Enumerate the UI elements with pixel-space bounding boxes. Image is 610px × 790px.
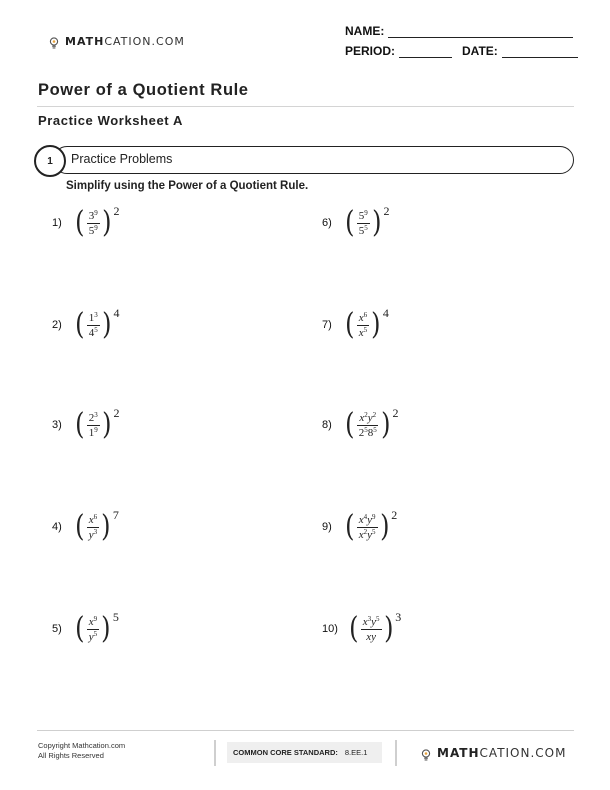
term-exponent: 5 (372, 527, 376, 536)
term-base: 8 (367, 426, 374, 439)
period-blank-line[interactable] (399, 47, 452, 58)
fraction (357, 210, 370, 237)
fraction-denominator (87, 630, 99, 643)
problem-number: 3) (52, 419, 62, 431)
problem-number: 4) (52, 521, 62, 533)
fraction (87, 210, 100, 237)
problem-number: 1) (52, 217, 62, 229)
fraction (357, 412, 379, 439)
problem-item (52, 204, 120, 240)
left-parenthesis: ( (345, 307, 355, 342)
problem-item (322, 406, 399, 442)
term-exponent: 5 (94, 325, 98, 334)
lightbulb-icon (421, 747, 431, 760)
name-label: NAME: (345, 24, 385, 38)
problem-item (322, 508, 398, 544)
left-parenthesis: ( (75, 509, 85, 544)
term-base: y (367, 513, 372, 526)
problem-number: 9) (322, 521, 332, 533)
term-base: x (366, 630, 372, 643)
term-exponent: 6 (93, 512, 98, 521)
outer-exponent: 2 (391, 508, 398, 522)
page-subtitle: Practice Worksheet A (38, 113, 183, 128)
standard-value: 8.EE.1 (344, 748, 368, 757)
fraction (87, 616, 99, 643)
period-date-row (345, 44, 578, 58)
rights-line: All Rights Reserved (38, 751, 104, 760)
mathcation-logo (49, 35, 185, 48)
term-exponent: 5 (364, 223, 368, 232)
left-parenthesis: ( (345, 509, 355, 544)
common-core-standard-box (227, 742, 382, 763)
term-exponent: 3 (367, 614, 372, 623)
term-base: 5 (88, 224, 95, 237)
footer-separator-right (395, 740, 397, 766)
term-exponent: 6 (363, 310, 368, 319)
term-base: 3 (88, 209, 95, 222)
right-parenthesis: ) (380, 407, 391, 442)
term-exponent: 3 (93, 527, 98, 536)
term-base: 1 (88, 311, 95, 324)
lightbulb-icon (49, 35, 59, 48)
problem-item (322, 204, 390, 240)
fraction (357, 312, 369, 339)
outer-exponent: 7 (112, 508, 119, 522)
left-parenthesis: ( (345, 407, 355, 442)
fraction-denominator (87, 426, 100, 439)
term-base: y (371, 615, 376, 628)
fraction-numerator (361, 616, 382, 630)
left-parenthesis: ( (75, 407, 85, 442)
term-exponent: 3 (94, 410, 98, 419)
problem-item (322, 610, 402, 646)
term-exponent: 9 (364, 208, 368, 217)
outer-exponent: 2 (392, 406, 399, 420)
left-parenthesis: ( (345, 205, 355, 240)
left-parenthesis: ( (75, 611, 85, 646)
problem-number: 10) (322, 623, 338, 635)
section-number-badge: 1 (34, 145, 66, 177)
right-parenthesis: ) (101, 307, 112, 342)
fraction (87, 514, 99, 541)
fraction-numerator (357, 312, 369, 326)
fraction-numerator (87, 514, 99, 528)
problem-item (52, 610, 119, 646)
section-title: Practice Problems (71, 152, 173, 166)
term-exponent: 9 (372, 512, 376, 521)
term-base: y (371, 630, 376, 643)
right-parenthesis: ) (101, 611, 111, 646)
fraction-denominator (87, 326, 100, 339)
left-parenthesis: ( (75, 205, 85, 240)
problem-item (322, 306, 389, 342)
right-parenthesis: ) (101, 407, 112, 442)
term-base: 2 (88, 411, 95, 424)
term-exponent: 3 (94, 310, 98, 319)
term-base: y (367, 411, 373, 424)
term-exponent: 9 (94, 208, 98, 217)
fraction-numerator (357, 210, 370, 224)
fraction (87, 412, 100, 439)
outer-exponent: 2 (113, 204, 120, 218)
outer-exponent: 4 (382, 306, 389, 320)
fraction-numerator (87, 210, 100, 224)
name-blank-line[interactable] (388, 27, 573, 38)
date-label: DATE: (462, 44, 498, 58)
logo-text: MATHCATION.COM (65, 35, 185, 48)
term-base: y (88, 630, 94, 643)
fraction-denominator (357, 326, 369, 339)
term-base: x (358, 311, 364, 324)
fraction-numerator (357, 514, 378, 528)
outer-exponent: 4 (113, 306, 120, 320)
problem-item (52, 306, 120, 342)
term-base: x (358, 513, 364, 526)
outer-exponent: 3 (395, 610, 402, 624)
right-parenthesis: ) (101, 509, 111, 544)
problem-number: 2) (52, 319, 62, 331)
term-base: 5 (358, 224, 365, 237)
term-base: x (362, 615, 368, 628)
term-base: x (359, 411, 365, 424)
term-exponent: 2 (363, 527, 368, 536)
term-base: 5 (358, 209, 365, 222)
term-exponent: 5 (373, 425, 377, 434)
problem-number: 7) (322, 319, 332, 331)
fraction-denominator (357, 224, 370, 237)
fraction-numerator (87, 412, 100, 426)
term-exponent: 2 (364, 410, 368, 419)
logo-text: MATHCATION.COM (437, 746, 567, 760)
term-base: x (88, 615, 94, 628)
left-parenthesis: ( (75, 307, 85, 342)
outer-exponent: 2 (113, 406, 120, 420)
term-exponent: 2 (372, 410, 377, 419)
right-parenthesis: ) (383, 611, 394, 646)
term-base: x (88, 513, 94, 526)
term-base: x (358, 326, 364, 339)
page-title: Power of a Quotient Rule (38, 81, 249, 99)
term-exponent: 5 (93, 629, 98, 638)
problem-number: 8) (322, 419, 332, 431)
mathcation-logo-footer (421, 746, 566, 760)
right-parenthesis: ) (371, 307, 381, 342)
fraction-denominator (87, 224, 100, 237)
term-exponent: 5 (364, 425, 368, 434)
term-base: y (88, 528, 94, 541)
problem-item (52, 406, 120, 442)
footer-separator-left (214, 740, 216, 766)
problem-number: 6) (322, 217, 332, 229)
instructions-text: Simplify using the Power of a Quotient Rule. (66, 180, 309, 192)
fraction (87, 312, 100, 339)
term-exponent: 9 (94, 223, 98, 232)
problem-number: 5) (52, 623, 62, 635)
term-base: 2 (358, 426, 365, 439)
left-parenthesis: ( (349, 611, 359, 646)
term-base: 4 (88, 326, 95, 339)
term-base: 1 (88, 426, 95, 439)
term-exponent: 9 (93, 614, 98, 623)
fraction-denominator (357, 528, 378, 541)
fraction-denominator (364, 630, 378, 643)
fraction (361, 616, 382, 643)
term-base: y (367, 528, 372, 541)
outer-exponent: 2 (383, 204, 390, 218)
fraction-numerator (357, 412, 378, 426)
term-exponent: 4 (363, 512, 368, 521)
term-exponent: 9 (94, 425, 98, 434)
fraction-numerator (87, 616, 99, 630)
period-label: PERIOD: (345, 44, 396, 58)
footer-divider (37, 730, 574, 731)
copyright-line: Copyright Mathcation.com (38, 741, 126, 750)
right-parenthesis: ) (379, 509, 390, 544)
fraction (357, 514, 378, 541)
date-blank-line[interactable] (502, 47, 578, 58)
name-field[interactable] (345, 24, 573, 38)
problem-item (52, 508, 119, 544)
term-exponent: 5 (376, 614, 380, 623)
title-divider (37, 106, 574, 107)
outer-exponent: 5 (112, 610, 119, 624)
fraction-numerator (87, 312, 100, 326)
term-exponent: 5 (363, 325, 368, 334)
standard-label: COMMON CORE STANDARD: (233, 748, 338, 757)
copyright-notice (38, 741, 125, 761)
fraction-denominator (87, 528, 99, 541)
right-parenthesis: ) (101, 205, 112, 240)
term-base: x (358, 528, 364, 541)
right-parenthesis: ) (371, 205, 382, 240)
fraction-denominator (357, 426, 379, 439)
